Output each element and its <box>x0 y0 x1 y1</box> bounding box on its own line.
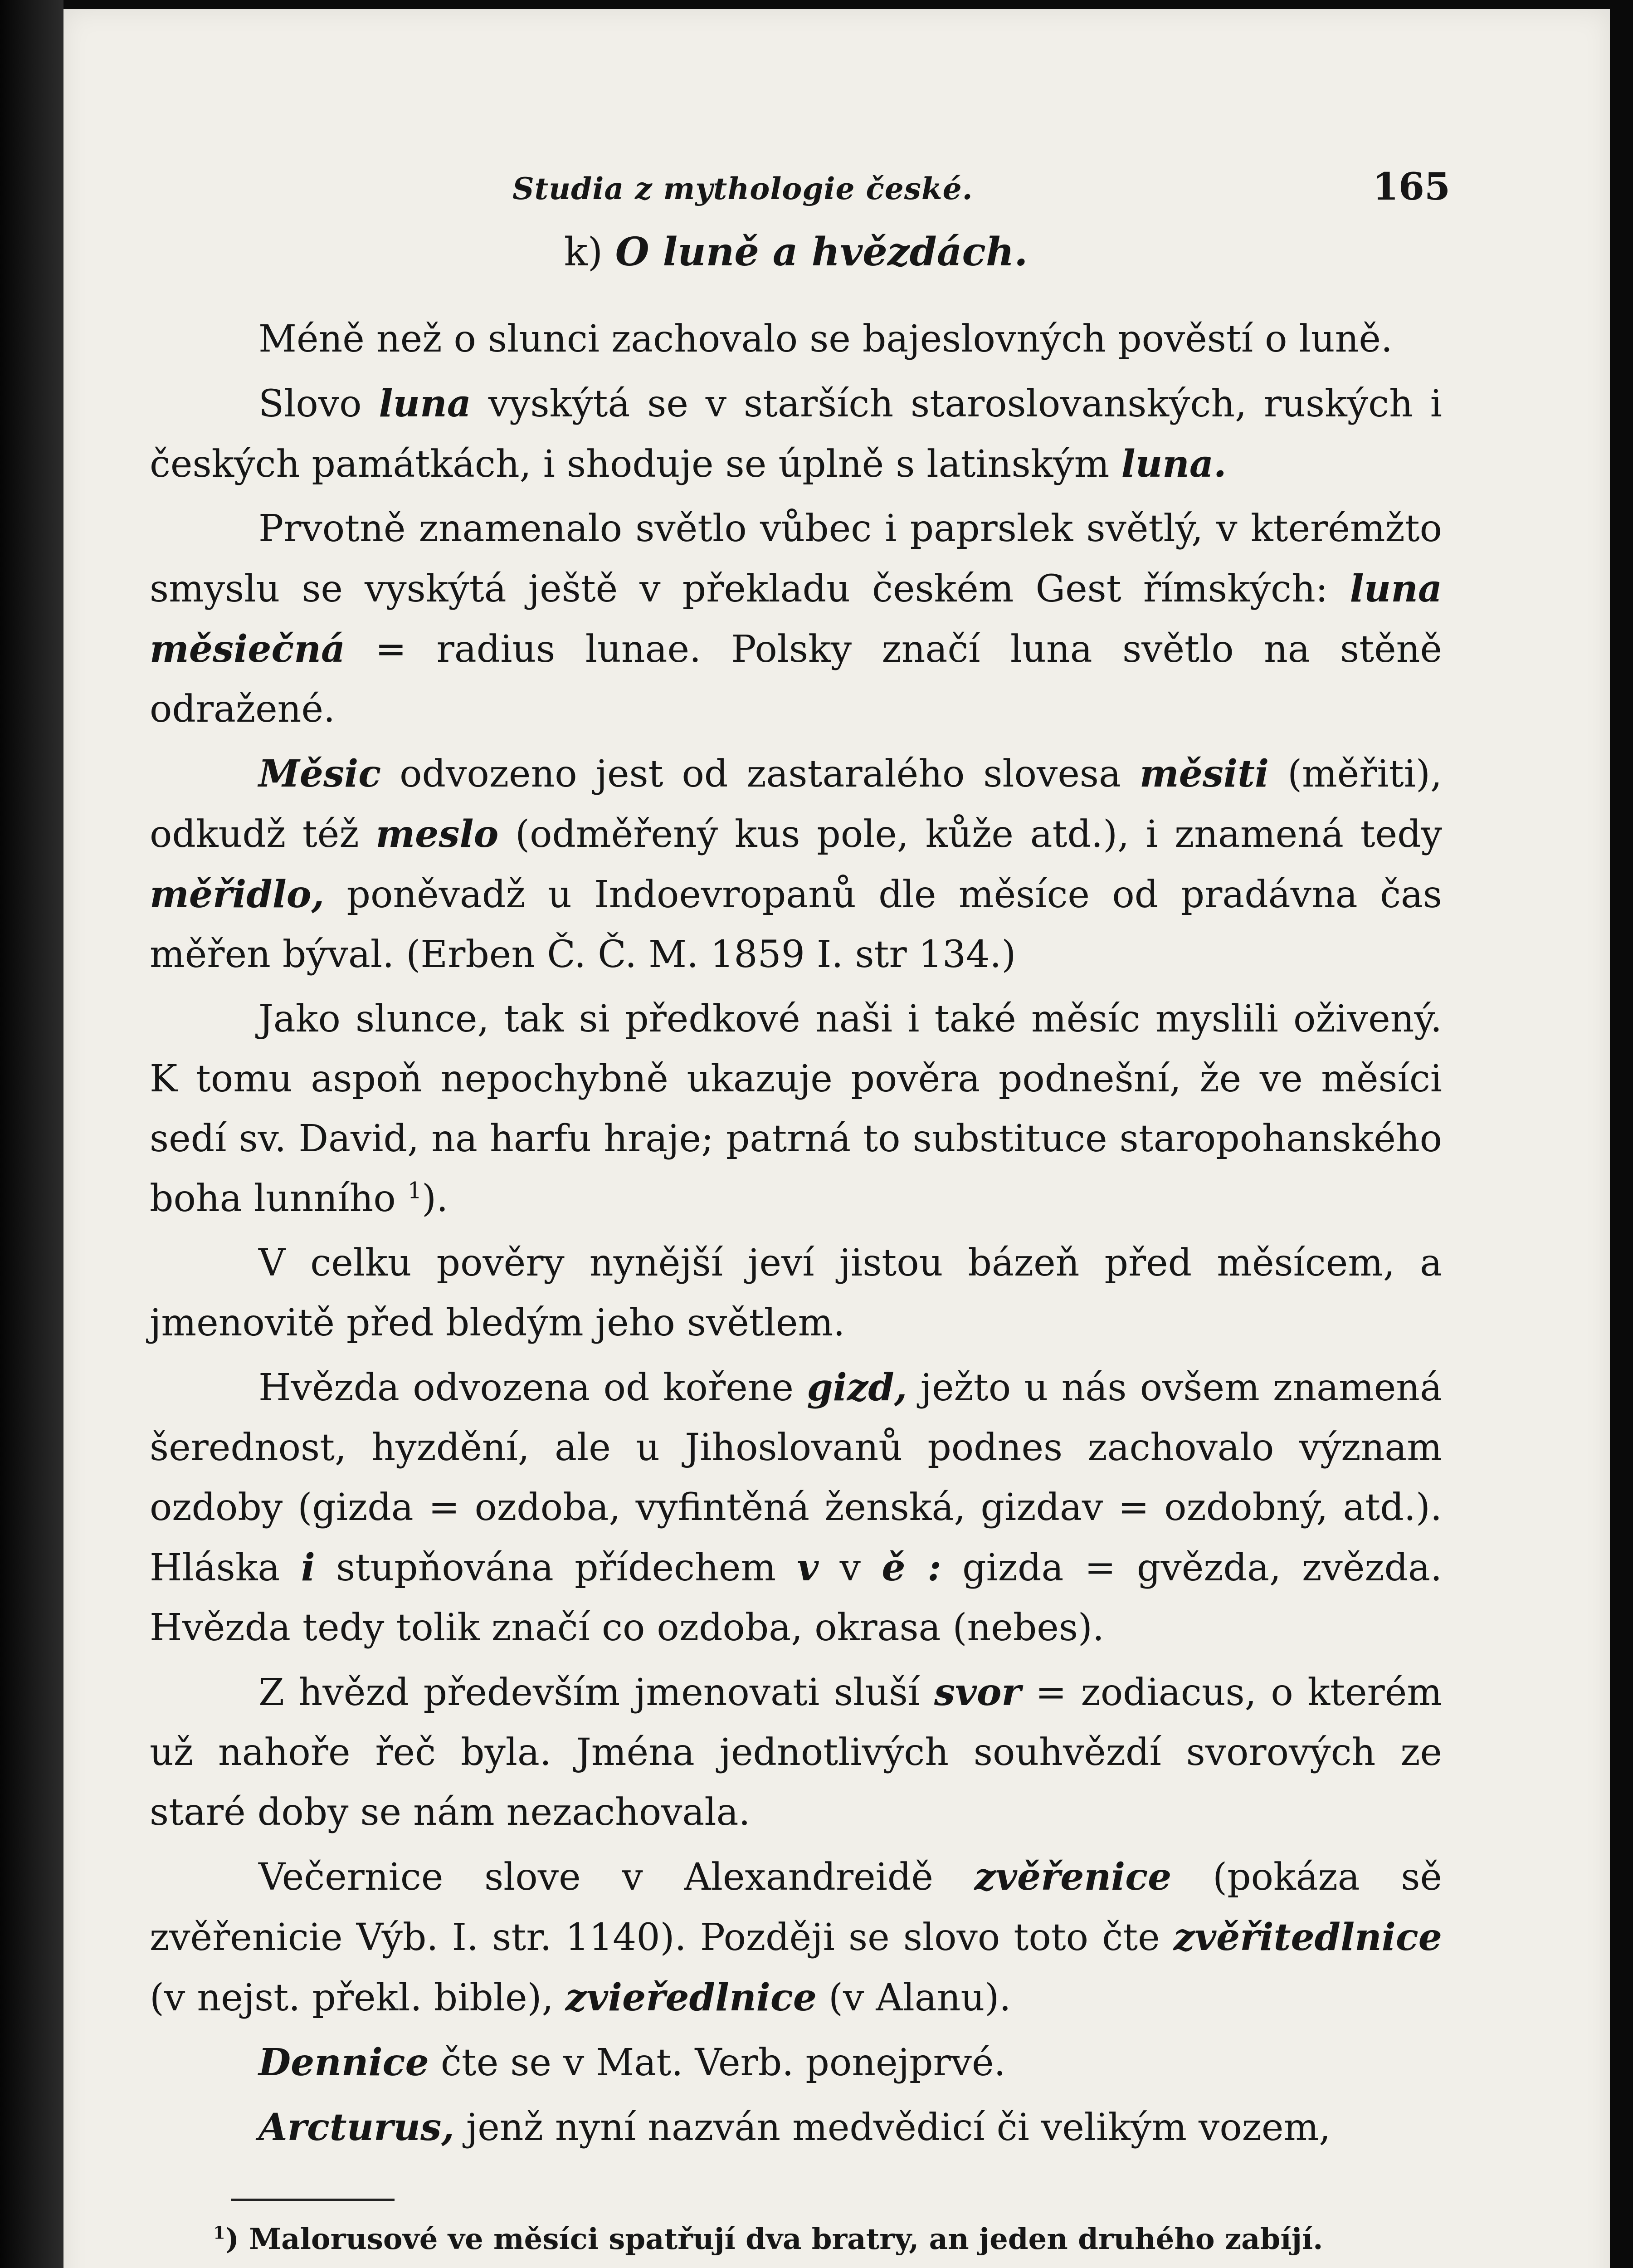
paragraph-1 <box>150 309 1442 369</box>
paragraph-text: Slovo <box>258 382 362 425</box>
footnote-text: ) Malorusové ve měsíci spatřují dva bratry, an jeden druhého zabíjí. <box>225 2222 1323 2256</box>
paragraph-text: gizda = gvězda, zvězda. Hvězda tedy tolik značí co ozdoba, okrasa (nebes). <box>150 1546 1443 1649</box>
paragraph-text: V celku pověry nynější jeví jistou bázeň před měsícem, a jmenovitě před bledým jeho světlem. <box>150 1242 1442 1344</box>
paragraph-text: ježto u nás ovšem znamená šerednost, hyzdění, ale u Jihoslovanů podnes zachovalo význam ozdoby (gizda = ozdoba, vyfintěná ženská, gizdav = ozdobný, atd.). Hláska <box>150 1366 1442 1589</box>
emphasis: zvieředlnice <box>565 1976 817 2019</box>
paragraph-text: Hvězda odvozena od kořene <box>258 1366 794 1409</box>
emphasis: měsiti <box>1139 752 1269 796</box>
paragraph-9 <box>150 1847 1442 2028</box>
emphasis: luna. <box>1121 442 1227 486</box>
scan-left-edge <box>0 0 63 2268</box>
paragraph-text: Večernice slove v Alexandreidě <box>258 1856 933 1899</box>
section-label: k) <box>564 230 603 275</box>
section-title-text: O luně a hvězdách. <box>615 229 1028 275</box>
paragraph-text: = zodiacus, o kterém už nahoře řeč byla. Jména jednotlivých souhvězdí svorových ze staré doby se nám nezachovala. <box>150 1671 1442 1834</box>
paragraph-3 <box>150 499 1442 739</box>
paragraph-text: Prvotně znamenalo světlo vůbec i paprslek světlý, v kterémžto smyslu se vyskýtá ještě v překladu českém Gest římských: <box>150 507 1442 611</box>
scan-right-edge <box>1610 0 1633 2268</box>
emphasis: v <box>797 1546 819 1589</box>
paragraph-text: jenž nyní nazván medvědicí či velikým vozem, <box>466 2106 1331 2149</box>
page-text <box>150 145 1450 2260</box>
page-header <box>150 145 1450 218</box>
footnote-marker: 1 <box>213 2223 225 2244</box>
emphasis: Arcturus, <box>258 2106 454 2149</box>
page-number: 165 <box>1372 165 1450 209</box>
emphasis: luna měsiečná <box>150 567 1442 671</box>
paragraph-text: (v Alanu). <box>829 1976 1011 2019</box>
paragraph-text: vyskýtá se v starších staroslovanských, ruských i českých památkách, i shoduje se úplně s latinským <box>150 382 1442 486</box>
emphasis: i <box>301 1546 315 1589</box>
paragraph-text: (měřiti), odkudž též <box>150 753 1442 856</box>
section-title <box>150 222 1442 282</box>
paragraph-8 <box>150 1662 1442 1843</box>
emphasis: Měsic <box>258 752 381 796</box>
running-head: Studia z mythologie české. <box>512 171 973 206</box>
paragraph-text: Jako slunce, tak si předkové naši i také měsíc myslili oživený. K tomu aspoň nepochybně ukazuje pověra podnešní, že ve měsíci sedí sv. David, na harfu hraje; patrná to substituce staropohanského boha lunního <box>150 997 1442 1220</box>
paragraph-text: odvozeno jest od zastaralého slovesa <box>400 753 1121 796</box>
paragraph-text: = radius lunae. Polsky značí luna světlo na stěně odražené. <box>150 628 1442 731</box>
paragraph-text: Méně než o slunci zachovalo se bajeslovných pověstí o luně. <box>258 318 1393 361</box>
footnote-ref: 1 <box>407 1177 422 1204</box>
emphasis: Dennice <box>258 2041 429 2084</box>
emphasis: zvěřitedlnice <box>1173 1916 1442 1959</box>
paragraph-text: stupňována přídechem <box>336 1546 776 1589</box>
emphasis: meslo <box>375 812 499 856</box>
emphasis: gizd, <box>807 1366 907 1409</box>
paragraph-11 <box>150 2097 1442 2158</box>
paragraph-text: poněvadž u Indoevropanů dle měsíce od pradávna čas měřen býval. (Erben Č. Č. M. 1859 I. str 134.) <box>150 873 1442 976</box>
emphasis: ě : <box>882 1546 941 1589</box>
emphasis: měřidlo, <box>150 873 325 916</box>
paragraph-text: Z hvězd především jmenovati sluší <box>258 1671 920 1714</box>
paragraph-text: v <box>839 1546 861 1589</box>
paragraph-10 <box>150 2033 1442 2093</box>
paragraph-text: (pokáza sě zvěřenicie Výb. I. str. 1140). Později se slovo toto čte <box>150 1856 1442 1959</box>
paragraph-5 <box>150 989 1442 1229</box>
paragraph-text: čte se v Mat. Verb. ponejprvé. <box>440 2041 1006 2084</box>
footnote <box>150 2219 1442 2260</box>
paragraph-text: (v nejst. překl. bible), <box>150 1976 554 2019</box>
paragraph-4 <box>150 744 1442 985</box>
emphasis: svor <box>934 1671 1021 1714</box>
paragraph-text: (odměřený kus pole, kůže atd.), i znamená tedy <box>515 813 1442 856</box>
paragraph-7 <box>150 1358 1442 1658</box>
paragraph-2 <box>150 374 1442 494</box>
paragraph-text: ). <box>422 1177 448 1220</box>
emphasis: zvěřenice <box>974 1855 1172 1899</box>
emphasis: luna <box>379 382 471 425</box>
footnote-divider <box>231 2199 395 2201</box>
book-page <box>63 9 1610 2268</box>
paragraph-6 <box>150 1233 1442 1353</box>
